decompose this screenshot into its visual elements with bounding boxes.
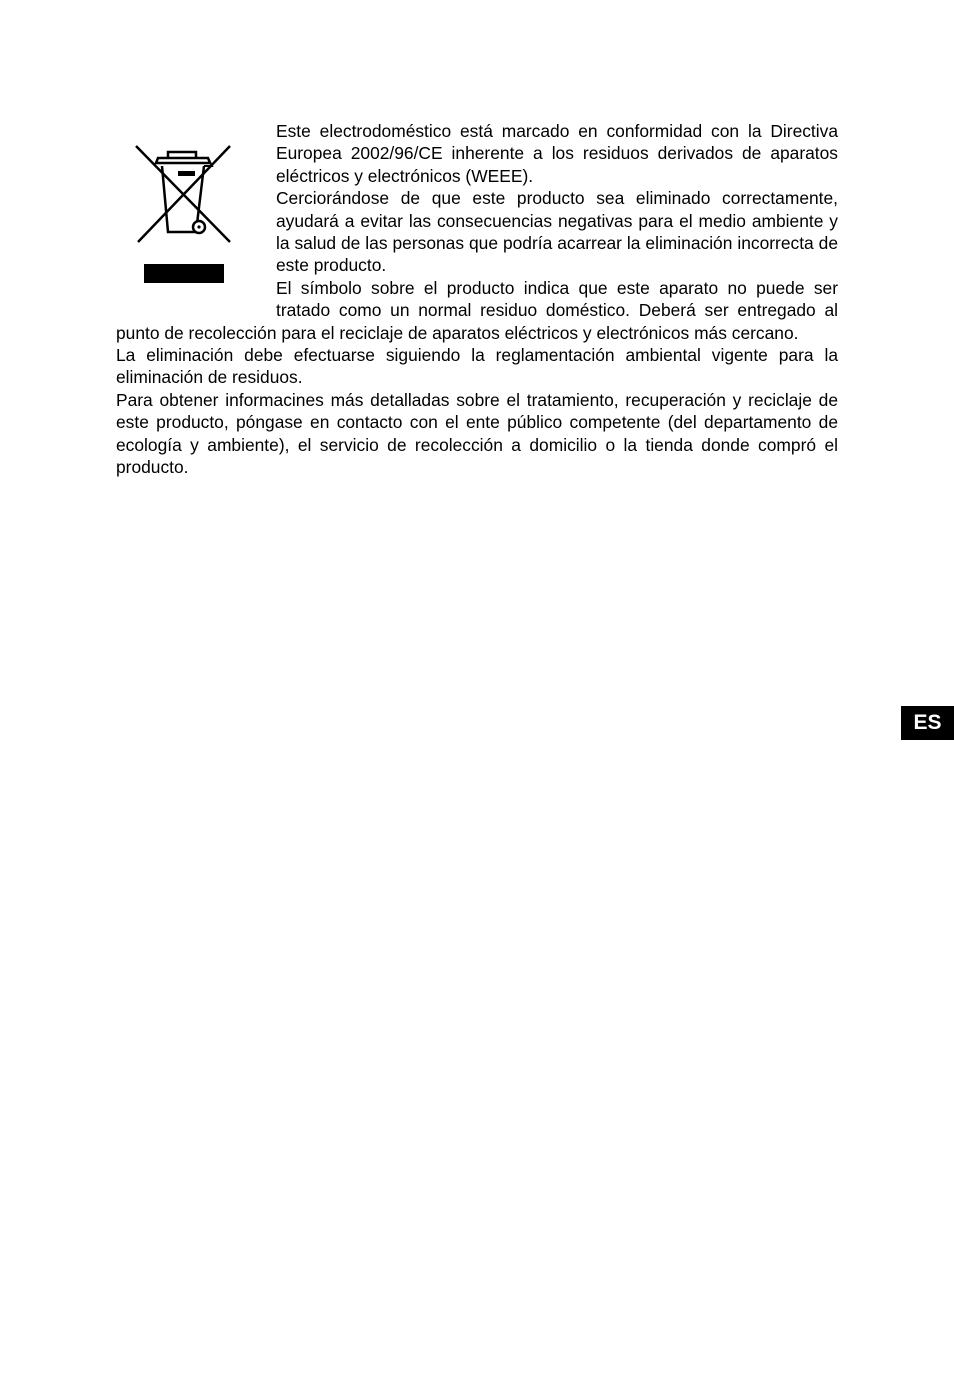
crossed-out-wheelie-bin-icon: [134, 140, 234, 285]
weee-symbol: [0, 120, 276, 320]
paragraph-correct-disposal: Cerciorándose de que este producto sea eliminado correctamente, ayudará a evitar las consecuencias negativas para el medio ambiente y la salud de las personas que podría acarrear la eliminación incorrecta de este producto.: [276, 188, 838, 276]
paragraph-regulation: La eliminación debe efectuarse siguiendo la reglamentación ambiental vigente para la eliminación de residuos.: [116, 345, 838, 388]
paragraph-more-info: Para obtener informacines más detalladas sobre el tratamiento, recuperación y reciclaje de este producto, póngase en contacto con el ente público competente (del departamento de ecología y ambiente), el servicio de recolección a domicilio o la tienda donde compró el producto.: [116, 389, 838, 478]
disposal-notice: [116, 120, 838, 479]
paragraph-symbol-meaning: El símbolo sobre el producto indica que este aparato no puede ser tratado como un normal residuo doméstico. Deberá ser entregado al punto de recolección para el reciclaje de aparatos eléctricos y electrónicos más cercano.: [116, 277, 838, 343]
paragraph-directive: Este electrodoméstico está marcado en conformidad con la Directiva Europea 2002/96/CE inherente a los residuos derivados de aparatos eléctricos y electrónicos (WEEE).: [276, 121, 838, 186]
language-tab: ES: [901, 706, 954, 740]
